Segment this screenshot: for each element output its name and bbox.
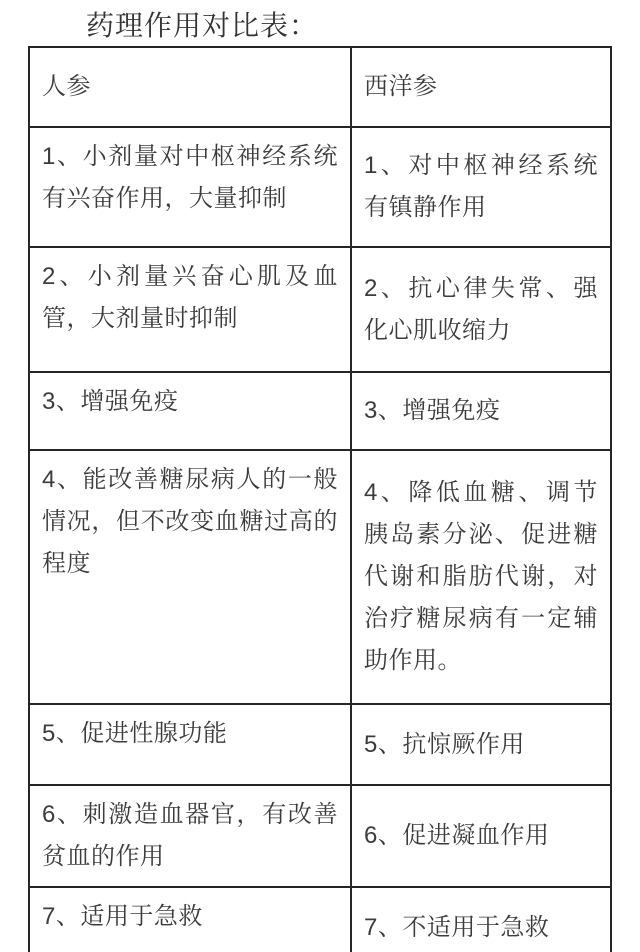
column-header-renshen: 人参 <box>29 47 351 127</box>
cell-renshen-6: 6、刺激造血器官，有改善贫血的作用 <box>29 785 351 887</box>
cell-xiyangshen-6: 6、促进凝血作用 <box>351 785 611 887</box>
table-row-7 <box>29 887 611 952</box>
table-row-1 <box>29 127 611 247</box>
cell-xiyangshen-4: 4、降低血糖、调节胰岛素分泌、促进糖代谢和脂肪代谢，对治疗糖尿病有一定辅助作用。 <box>351 450 611 704</box>
cell-renshen-5: 5、促进性腺功能 <box>29 704 351 785</box>
cell-xiyangshen-2: 2、抗心律失常、强化心肌收缩力 <box>351 247 611 372</box>
column-header-xiyangshen: 西洋参 <box>351 47 611 127</box>
table-row-2 <box>29 247 611 372</box>
table-title: 药理作用对比表： <box>86 10 319 41</box>
cell-xiyangshen-5: 5、抗惊厥作用 <box>351 704 611 785</box>
cell-renshen-1: 1、小剂量对中枢神经系统有兴奋作用，大量抑制 <box>29 127 351 247</box>
cell-renshen-7: 7、适用于急救 <box>29 887 351 952</box>
header-row <box>29 47 611 127</box>
table-row-3 <box>29 372 611 450</box>
comparison-table <box>28 46 612 952</box>
table-row-5 <box>29 704 611 785</box>
cell-xiyangshen-7: 7、不适用于急救 <box>351 887 611 952</box>
cell-xiyangshen-1: 1、对中枢神经系统有镇静作用 <box>351 127 611 247</box>
cell-renshen-4: 4、能改善糖尿病人的一般情况，但不改变血糖过高的程度 <box>29 450 351 704</box>
cell-xiyangshen-3: 3、增强免疫 <box>351 372 611 450</box>
table-row-4 <box>29 450 611 704</box>
cell-renshen-2: 2、小剂量兴奋心肌及血管，大剂量时抑制 <box>29 247 351 372</box>
cell-renshen-3: 3、增强免疫 <box>29 372 351 450</box>
table-row-6 <box>29 785 611 887</box>
